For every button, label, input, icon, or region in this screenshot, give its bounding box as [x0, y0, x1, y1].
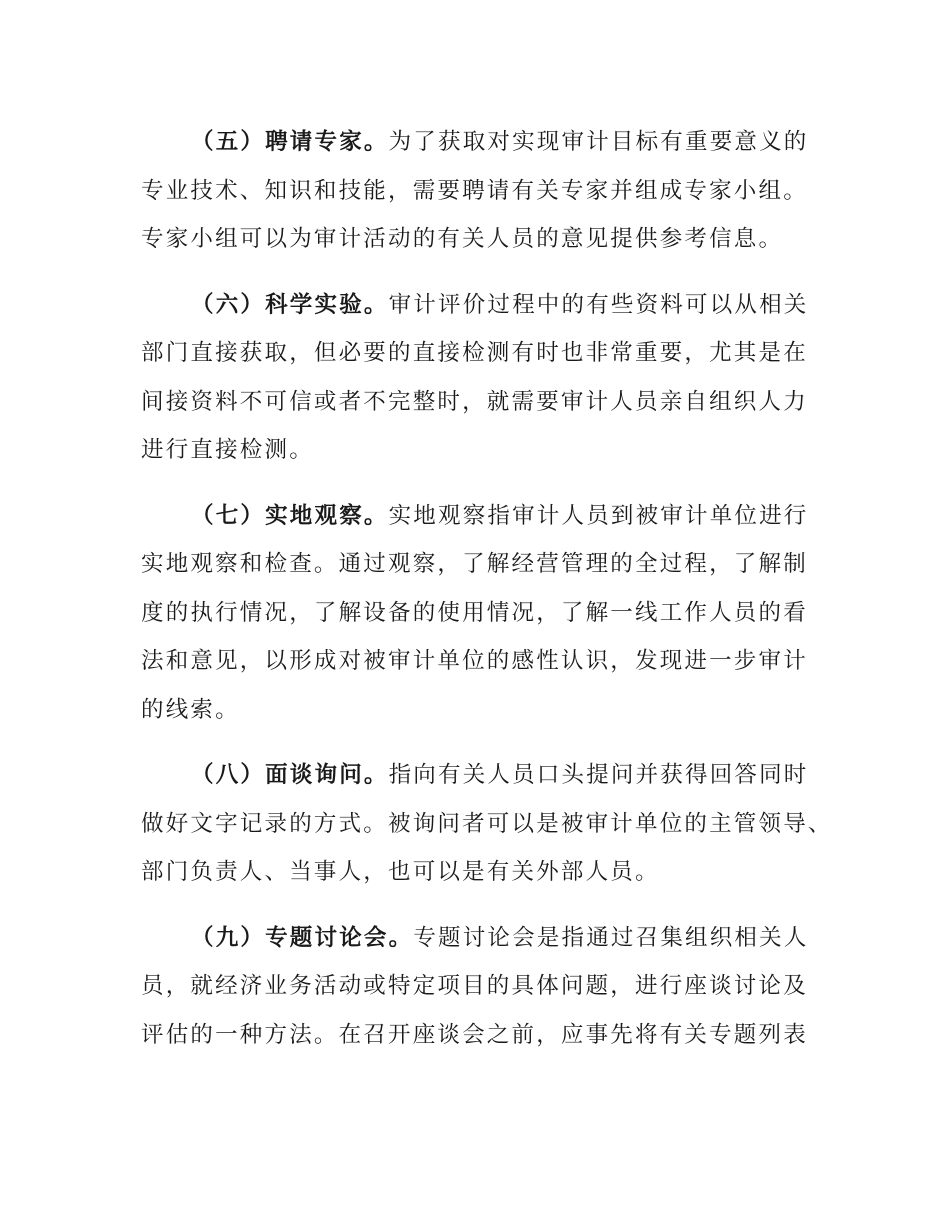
paragraph-line: 实地观察和检查。通过观察，了解经营管理的全过程，了解制 — [141, 551, 808, 577]
paragraph-heading: （八）面谈询问。 — [191, 762, 389, 788]
paragraph-line: 的线索。 — [141, 696, 240, 723]
paragraph-text: 为了获取对实现审计目标有重要意义的 — [388, 129, 809, 155]
paragraph-text: 指向有关人员口头提问并获得回答同时 — [388, 762, 809, 788]
paragraph-line: 专业技术、知识和技能，需要聘请有关专家并组成专家小组。 — [141, 177, 808, 204]
document-body — [141, 118, 833, 1076]
paragraph-line: 度的执行情况，了解设备的使用情况，了解一线工作人员的看 — [141, 599, 808, 626]
paragraph-interview — [141, 751, 833, 897]
paragraph-observation — [141, 492, 811, 735]
paragraph-text: 专题讨论会是指通过召集组织相关人 — [413, 924, 809, 951]
paragraph-line: 评估的一种方法。在召开座谈会之前，应事先将有关专题列表 — [141, 1021, 808, 1048]
paragraph-line: 员，就经济业务活动或特定项目的具体问题，进行座谈讨论及 — [141, 973, 808, 999]
paragraph-heading: （五）聘请专家。 — [191, 129, 389, 155]
paragraph-line: 部门负责人、当事人，也可以是有关外部人员。 — [141, 859, 660, 885]
paragraph-text: 实地观察指审计人员到被审计单位进行 — [388, 502, 809, 529]
paragraph-experiment — [141, 281, 811, 475]
paragraph-heading: （六）科学实验。 — [191, 291, 389, 318]
paragraph-line: 间接资料不可信或者不完整时，就需要审计人员亲自组织人力 — [141, 388, 808, 415]
paragraph-line — [141, 281, 811, 330]
paragraph-line: 做好文字记录的方式。被询问者可以是被审计单位的主管领导、 — [141, 810, 833, 837]
paragraph-heading: （九）专题讨论会。 — [191, 924, 414, 951]
paragraph-experts — [141, 118, 811, 264]
paragraph-line — [141, 914, 811, 963]
paragraph-text: 审计评价过程中的有些资料可以从相关 — [388, 291, 809, 318]
paragraph-line: 部门直接获取，但必要的直接检测有时也非常重要，尤其是在 — [141, 340, 808, 366]
paragraph-seminar — [141, 914, 811, 1060]
paragraph-line — [141, 751, 811, 800]
paragraph-line: 进行直接检测。 — [141, 437, 314, 463]
paragraph-line: 法和意见，以形成对被审计单位的感性认识，发现进一步审计 — [141, 648, 808, 674]
paragraph-heading: （七）实地观察。 — [191, 502, 389, 529]
paragraph-line — [141, 492, 811, 541]
paragraph-line — [141, 118, 811, 167]
paragraph-line: 专家小组可以为审计活动的有关人员的意见提供参考信息。 — [141, 226, 784, 252]
